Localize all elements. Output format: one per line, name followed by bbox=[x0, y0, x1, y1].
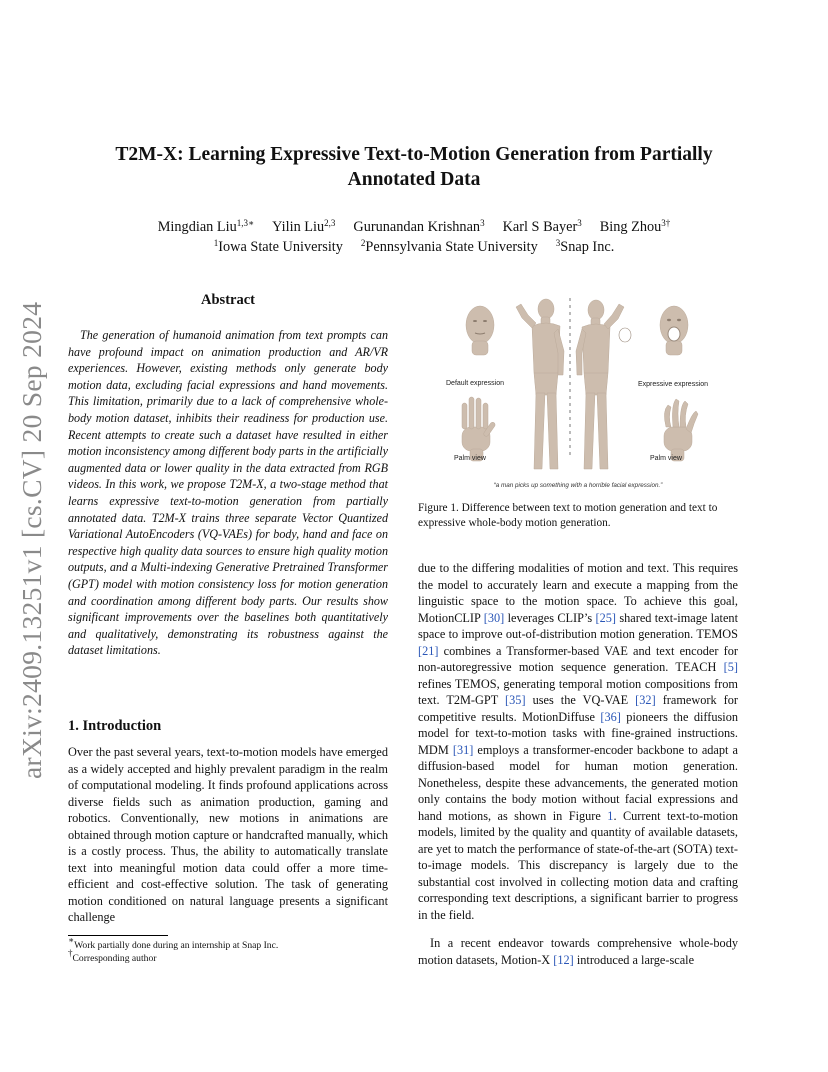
label-default-expression: Default expression bbox=[446, 380, 504, 387]
citation-link[interactable]: [36] bbox=[600, 709, 621, 724]
citation-link[interactable]: [21] bbox=[418, 643, 439, 658]
figure-1-caption: Figure 1. Difference between text to motion generation and text to expressive whole-body motion generation. bbox=[418, 502, 718, 529]
arxiv-identifier: arXiv:2409.13251v1 [cs.CV] 20 Sep 2024 bbox=[16, 301, 47, 779]
default-body-figure bbox=[516, 299, 564, 469]
expressive-eye-right bbox=[677, 319, 681, 321]
paragraph-text: due to the differing modalities of motion and text. This requires the model to accurately learn and execute a mapping from the linguistic space to the motion space. To achieve this goal, MotionCLIP bbox=[418, 561, 738, 625]
paragraph-text: refines TEMOS, generating temporal motion compositions from text. T2M-GPT bbox=[418, 676, 738, 707]
expressive-small-mouth bbox=[619, 328, 631, 342]
default-face-head bbox=[466, 306, 494, 344]
author-name: Karl S Bayer$^3$ bbox=[502, 218, 582, 235]
paper-title bbox=[60, 142, 768, 192]
left-palm-hand bbox=[462, 397, 496, 461]
citation-link[interactable]: [35] bbox=[505, 693, 526, 707]
figure-1 bbox=[418, 293, 738, 493]
footnote-divider bbox=[68, 935, 168, 936]
citation-link[interactable]: 1 bbox=[607, 808, 614, 823]
paragraph-text: introduced a large-scale bbox=[573, 952, 695, 967]
citation-link[interactable]: [5] bbox=[723, 660, 738, 674]
title-line-1: T2M-X: Learning Expressive Text-to-Motion Generation from Partially bbox=[115, 144, 713, 165]
affiliation: $^3$Snap Inc. bbox=[555, 238, 615, 255]
paragraph-text: shared text-image latent space to improve out-of-distribution motion generation. TEMOS bbox=[418, 610, 738, 641]
citation-link[interactable]: [30] bbox=[483, 610, 505, 625]
affiliation: $^2$Pennsylvania State University bbox=[360, 238, 538, 255]
citation-link[interactable]: [25] bbox=[595, 610, 617, 625]
footnote-internship: ∗Work partially done during an internship at Snap Inc. bbox=[68, 935, 279, 951]
affiliation-list bbox=[60, 238, 768, 257]
title-line-2: Annotated Data bbox=[347, 169, 481, 190]
paragraph-text: leverages CLIP’s bbox=[504, 610, 596, 625]
author-name: Bing Zhou$^{3\dagger}$ bbox=[599, 218, 671, 235]
introduction-text: Over the past several years, text-to-motion models have emerged as a widely accepted and highly prevalent paradigm in the realm of computational modeling. It finds profound applications across diverse fields such as animation production, gaming and robotics. Conventionally, new motions in animations are obtained through motion capture or handcrafted manually, which is a costly process. Thus, the ability to automatically translate text into meaningful motion data could offer a more time-efficient and cost-effective solution. The task of generating motion conditioned on natural language presents a significant challenge bbox=[68, 745, 388, 924]
label-expressive-expression: Expressive expression bbox=[638, 381, 709, 388]
paragraph-text: uses the VQ-VAE bbox=[525, 693, 636, 707]
paragraph-text: framework for competitive results. MotionDiffuse bbox=[418, 693, 739, 724]
expressive-eye-left bbox=[667, 319, 671, 321]
expressive-mouth-open bbox=[668, 327, 680, 341]
default-eye-left bbox=[473, 320, 477, 322]
default-face-neck bbox=[472, 341, 488, 355]
abstract-text: The generation of humanoid animation from text prompts can have profound impact on animation production and AR/VR experiences. However, existing methods only generate body motion data, excluding facial expressions and hand movements. This limitation, primarily due to a lack of comprehensive whole-body motion dataset, inhibits their readiness for production use. Recent attempts to create such a dataset have resulted in either motion inconsistency among different body parts in the artificially augmented data or lower quality in the data extracted from RGB videos. In this work, we propose T2M-X, a two-stage method that learns expressive text-to-motion generation from partially annotated data. T2M-X trains three separate Vector Quantized Variational AutoEncoders (VQ-VAEs) for body, hand and face on respective high quality data sources to ensure high quality motion outputs, and a Multi-indexing Generative Pretrained Transformer (GPT) model with motion consistency loss for motion generation and coordination among different body parts. Our results show significant improvements over the baselines both quantitatively and qualitatively, demonstrating its robustness against the dataset limitations. bbox=[68, 328, 388, 658]
affiliation: $^1$Iowa State University bbox=[213, 238, 343, 255]
label-palm-view-right: Palm view bbox=[650, 455, 682, 462]
author-name: Gurunandan Krishnan$^3$ bbox=[353, 218, 485, 235]
footnote-corresponding: †Corresponding author bbox=[68, 948, 157, 964]
right-column-paragraph-2 bbox=[418, 935, 738, 968]
figure-prompt-text: “a man picks up something with a horrible facial expression.” bbox=[493, 482, 663, 489]
figure-1-illustration bbox=[418, 293, 738, 493]
author-name: Yilin Liu$^{2,3}$ bbox=[272, 218, 336, 235]
paragraph-text: In a recent endeavor towards comprehensive whole-body motion datasets, Motion-X bbox=[418, 936, 738, 967]
citation-link[interactable]: [31] bbox=[452, 742, 474, 757]
citation-link[interactable]: [32] bbox=[635, 693, 656, 707]
paragraph-text: pioneers the diffusion model for text-to-motion tasks with fine-grained instructions. MDM bbox=[418, 709, 738, 757]
right-column-paragraph-1 bbox=[418, 560, 738, 923]
paragraph-text: . Current text-to-motion models, limited by the quality and quantity of available datasets, are yet to match the performance of state-of-the-art (SOTA) text-to-image models. This discrepancy is largely due to the substantial cost involved in collecting motion data and crafting corresponding text descriptions, a significant barrier to progress in the field. bbox=[418, 808, 738, 922]
abstract-heading: Abstract bbox=[201, 292, 255, 308]
expressive-face-neck bbox=[666, 341, 682, 355]
label-palm-view-left: Palm view bbox=[454, 455, 486, 462]
introduction-heading: 1. Introduction bbox=[68, 718, 162, 734]
default-eye-right bbox=[483, 320, 487, 322]
right-palm-hand bbox=[664, 399, 698, 461]
author-list bbox=[60, 218, 768, 237]
paragraph-text: employs a transformer-encoder backbone to adapt a diffusion-based model for human motion generation. Nonetheless, despite these advancements, the generated motion only contains the body motion without facial expressions and hand motions, as shown in Figure bbox=[418, 742, 738, 823]
author-name: Mingdian Liu$^{1,3∗}$ bbox=[157, 218, 255, 235]
expressive-body-figure bbox=[576, 300, 624, 469]
citation-link[interactable]: [12] bbox=[553, 952, 574, 967]
paragraph-text: combines a Transformer-based VAE and text encoder for non-autoregressive motion sequence generation. TEACH bbox=[418, 643, 738, 674]
